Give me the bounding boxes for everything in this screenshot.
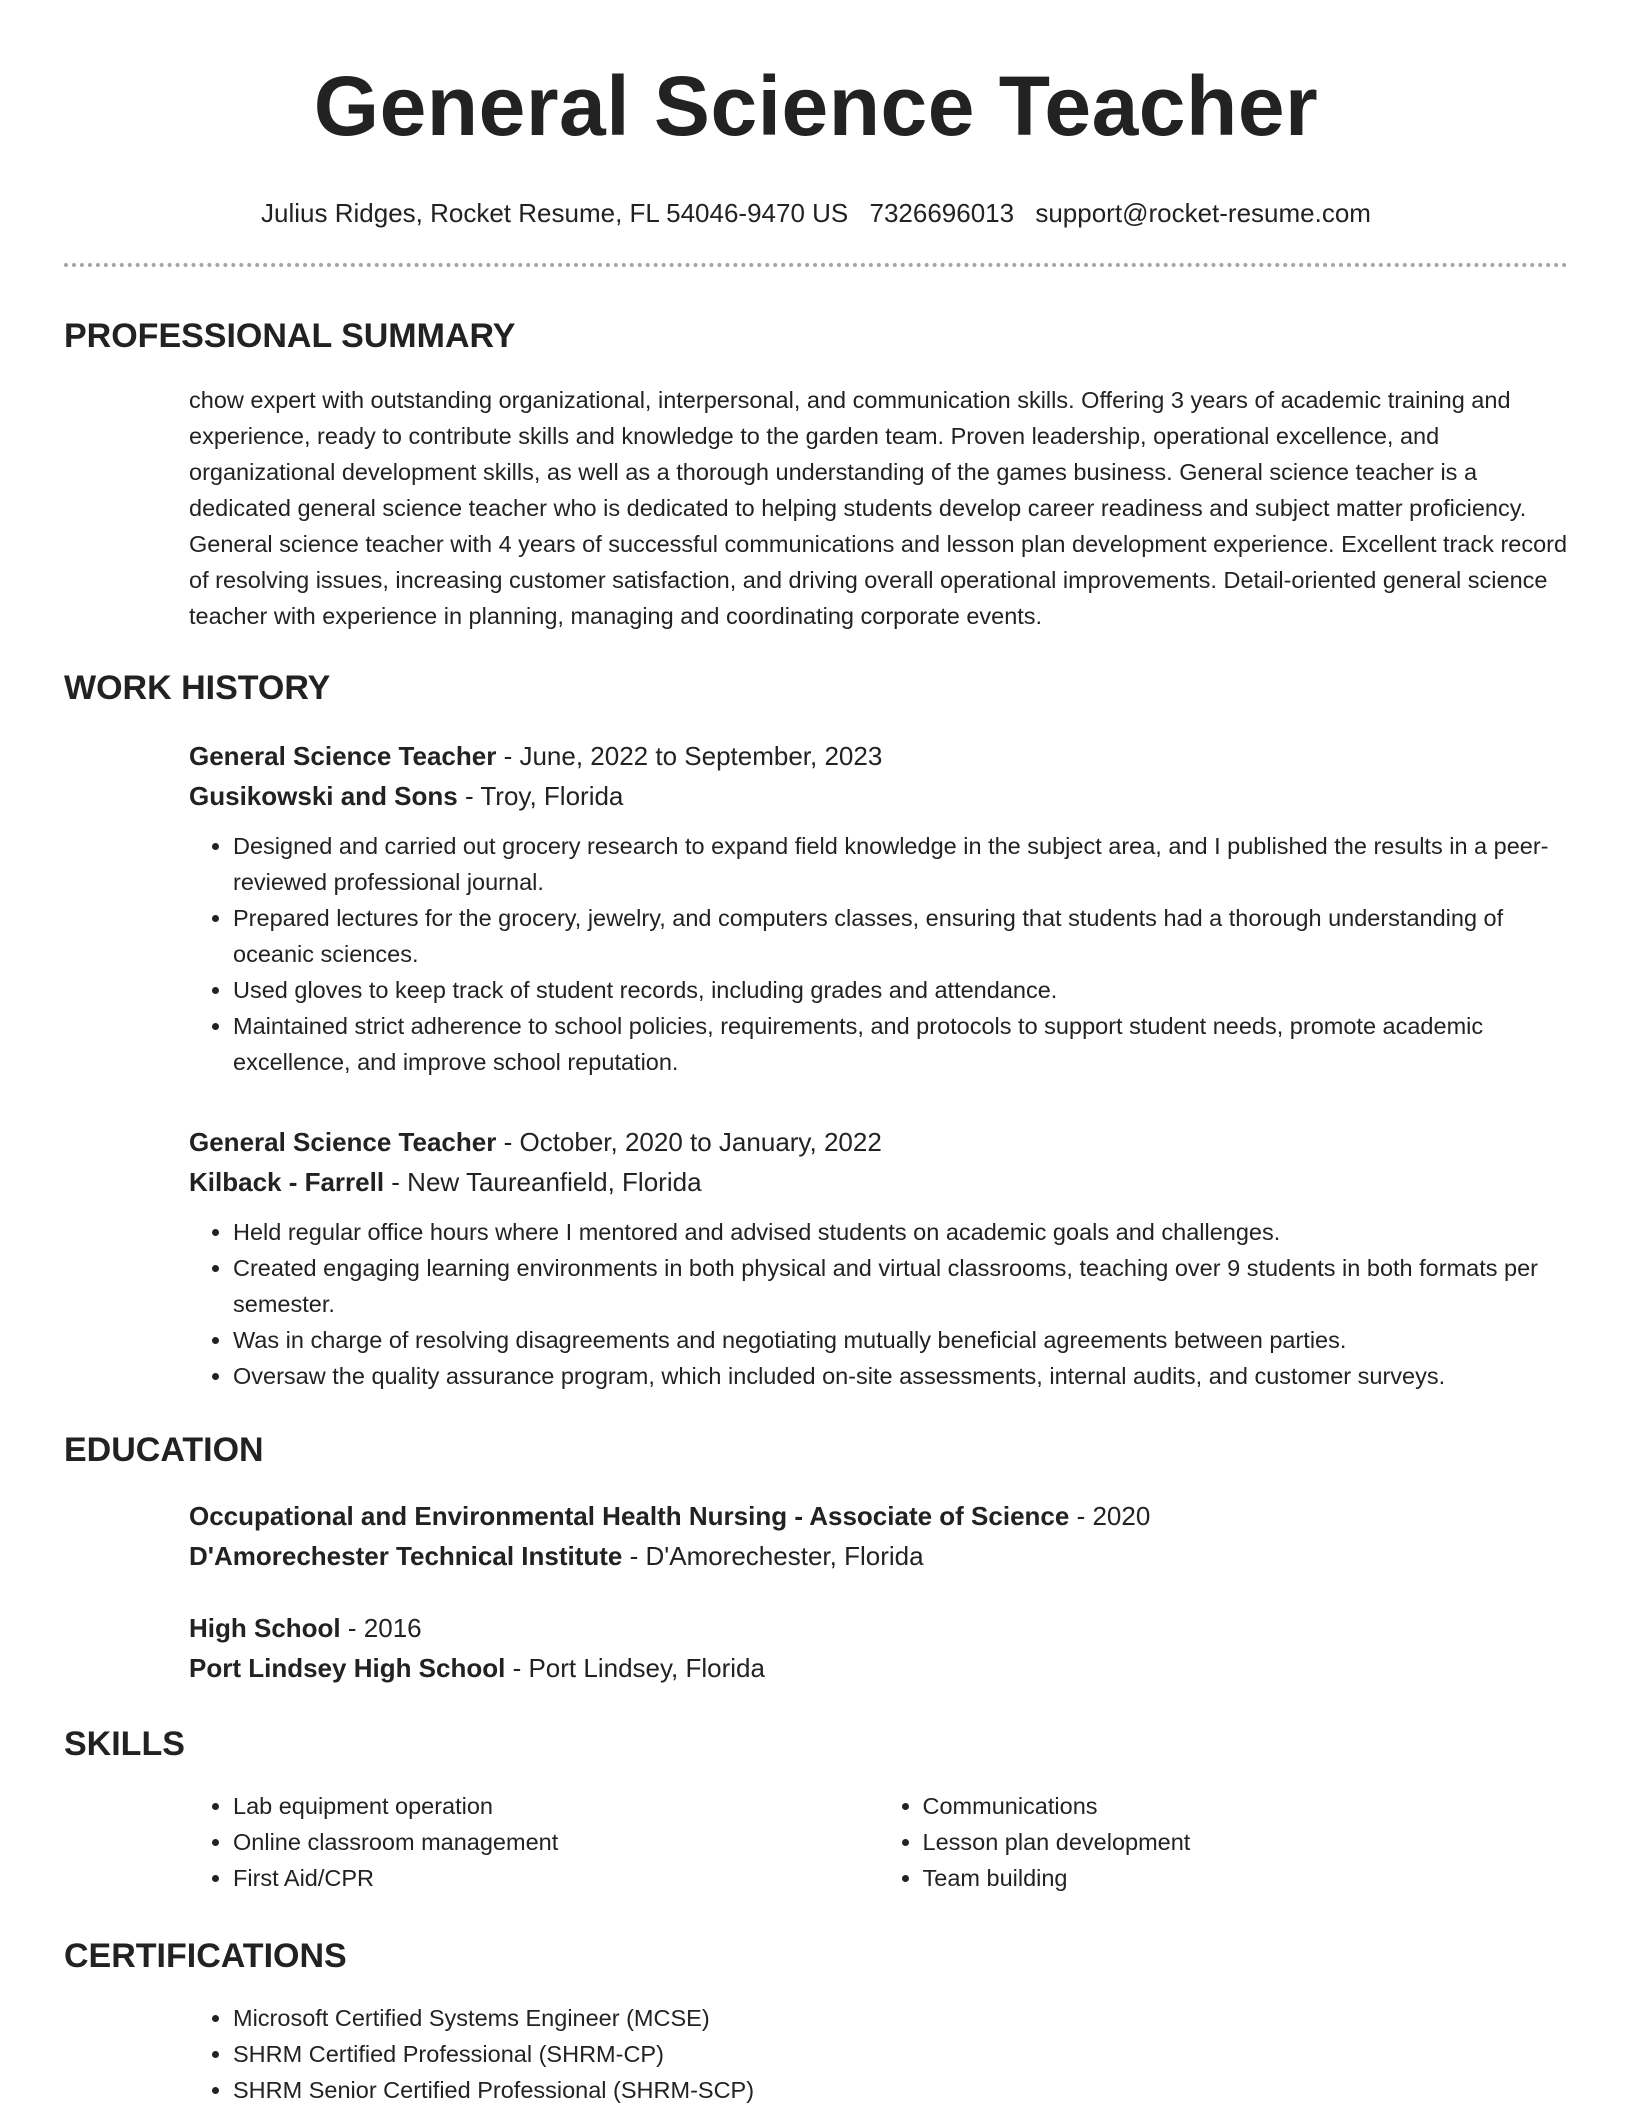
list-item: • SHRM Senior Certified Professional (SHRM-SCP) bbox=[233, 2072, 1568, 2108]
education-section bbox=[64, 1430, 1568, 1688]
degree-name: High School bbox=[189, 1613, 341, 1643]
job-entry bbox=[189, 1122, 1568, 1394]
list-item: • Online classroom management bbox=[233, 1824, 879, 1860]
job-company: Gusikowski and Sons bbox=[189, 781, 458, 811]
contact-line bbox=[64, 196, 1568, 230]
certifications-list bbox=[189, 2000, 1568, 2108]
list-item: • Communications bbox=[923, 1788, 1569, 1824]
list-item: • Oversaw the quality assurance program, which included on-site assessments, internal audits, and customer surveys. bbox=[233, 1358, 1568, 1394]
list-item: • Created engaging learning environments in both physical and virtual classrooms, teaching over 9 students in both formats per semester. bbox=[233, 1250, 1568, 1322]
skills-grid bbox=[189, 1788, 1568, 1896]
skills-title: SKILLS bbox=[64, 1725, 185, 1763]
skills-section bbox=[64, 1724, 1568, 1896]
contact-email: support@rocket-resume.com bbox=[1035, 198, 1371, 228]
job-company-line bbox=[189, 776, 1568, 816]
list-item: • Held regular office hours where I mentored and advised students on academic goals and challenges. bbox=[233, 1214, 1568, 1250]
list-item: • Microsoft Certified Systems Engineer (MCSE) bbox=[233, 2000, 1568, 2036]
skills-right-list bbox=[879, 1788, 1569, 1896]
summary-text: chow expert with outstanding organizational, interpersonal, and communication skills. Offering 3 years of academic training and experience, ready to contribute skills and knowledge to the garden team. Proven leadership, operational excellence, and organizational development skills, as well as a thorough understanding of the games business. General science teacher is a dedicated general science teacher who is dedicated to helping students develop career readiness and subject matter proficiency. General science teacher with 4 years of successful communications and lesson plan development experience. Excellent track record of resolving issues, increasing customer satisfaction, and driving overall operational improvements. Detail-oriented general science teacher with experience in planning, managing and coordinating corporate events. bbox=[189, 387, 1568, 629]
job-entry bbox=[189, 736, 1568, 1080]
list-item: • Used gloves to keep track of student records, including grades and attendance. bbox=[233, 972, 1568, 1008]
job-title-line bbox=[189, 1122, 1568, 1162]
job-role: General Science Teacher bbox=[189, 741, 497, 771]
work-section bbox=[64, 668, 1568, 1394]
job-location: - Troy, Florida bbox=[457, 781, 624, 811]
school-location: - Port Lindsey, Florida bbox=[505, 1653, 765, 1683]
degree-line bbox=[189, 1496, 1568, 1536]
education-entry bbox=[189, 1496, 1568, 1576]
school-line bbox=[189, 1536, 1568, 1576]
list-item: • Prepared lectures for the grocery, jewelry, and computers classes, ensuring that students had a thorough understanding of oceanic sciences. bbox=[233, 900, 1568, 972]
degree-line bbox=[189, 1608, 1568, 1648]
list-item: • SHRM Certified Professional (SHRM-CP) bbox=[233, 2036, 1568, 2072]
school-line bbox=[189, 1648, 1568, 1688]
list-item: • Was in charge of resolving disagreements and negotiating mutually beneficial agreements between parties. bbox=[233, 1322, 1568, 1358]
job-bullets bbox=[189, 828, 1568, 1080]
summary-section bbox=[64, 316, 1568, 634]
skills-left-list bbox=[189, 1788, 879, 1896]
education-entry bbox=[189, 1608, 1568, 1688]
certifications-title: CERTIFICATIONS bbox=[64, 1937, 347, 1975]
list-item: • Lesson plan development bbox=[923, 1824, 1569, 1860]
list-item: • Team building bbox=[923, 1860, 1569, 1896]
header-divider bbox=[64, 263, 1568, 267]
job-company: Kilback - Farrell bbox=[189, 1167, 385, 1197]
list-item: • Designed and carried out grocery research to expand field knowledge in the subject area, and I published the results in a peer-reviewed professional journal. bbox=[233, 828, 1568, 900]
contact-address: Julius Ridges, Rocket Resume, FL 54046-9470 US bbox=[261, 198, 849, 228]
list-item: • Lab equipment operation bbox=[233, 1788, 879, 1824]
resume-name: General Science Teacher bbox=[313, 59, 1319, 153]
degree-year: - 2016 bbox=[340, 1613, 422, 1643]
school-name: D'Amorechester Technical Institute bbox=[189, 1541, 623, 1571]
contact-phone: 7326696013 bbox=[869, 198, 1015, 228]
resume-header bbox=[64, 0, 1568, 230]
job-bullets bbox=[189, 1214, 1568, 1394]
job-title-line bbox=[189, 736, 1568, 776]
list-item: • First Aid/CPR bbox=[233, 1860, 879, 1896]
certifications-section bbox=[64, 1936, 1568, 2108]
school-name: Port Lindsey High School bbox=[189, 1653, 506, 1683]
education-title: EDUCATION bbox=[64, 1431, 264, 1469]
summary-title: PROFESSIONAL SUMMARY bbox=[64, 317, 516, 355]
school-location: - D'Amorechester, Florida bbox=[622, 1541, 924, 1571]
job-company-line bbox=[189, 1162, 1568, 1202]
work-title: WORK HISTORY bbox=[64, 669, 331, 707]
job-location: - New Taureanfield, Florida bbox=[384, 1167, 702, 1197]
degree-year: - 2020 bbox=[1069, 1501, 1151, 1531]
job-dates: - June, 2022 to September, 2023 bbox=[496, 741, 883, 771]
degree-name: Occupational and Environmental Health Nursing - Associate of Science bbox=[189, 1501, 1070, 1531]
job-role: General Science Teacher bbox=[189, 1127, 497, 1157]
list-item: • Maintained strict adherence to school policies, requirements, and protocols to support student needs, promote academic excellence, and improve school reputation. bbox=[233, 1008, 1568, 1080]
job-dates: - October, 2020 to January, 2022 bbox=[496, 1127, 882, 1157]
